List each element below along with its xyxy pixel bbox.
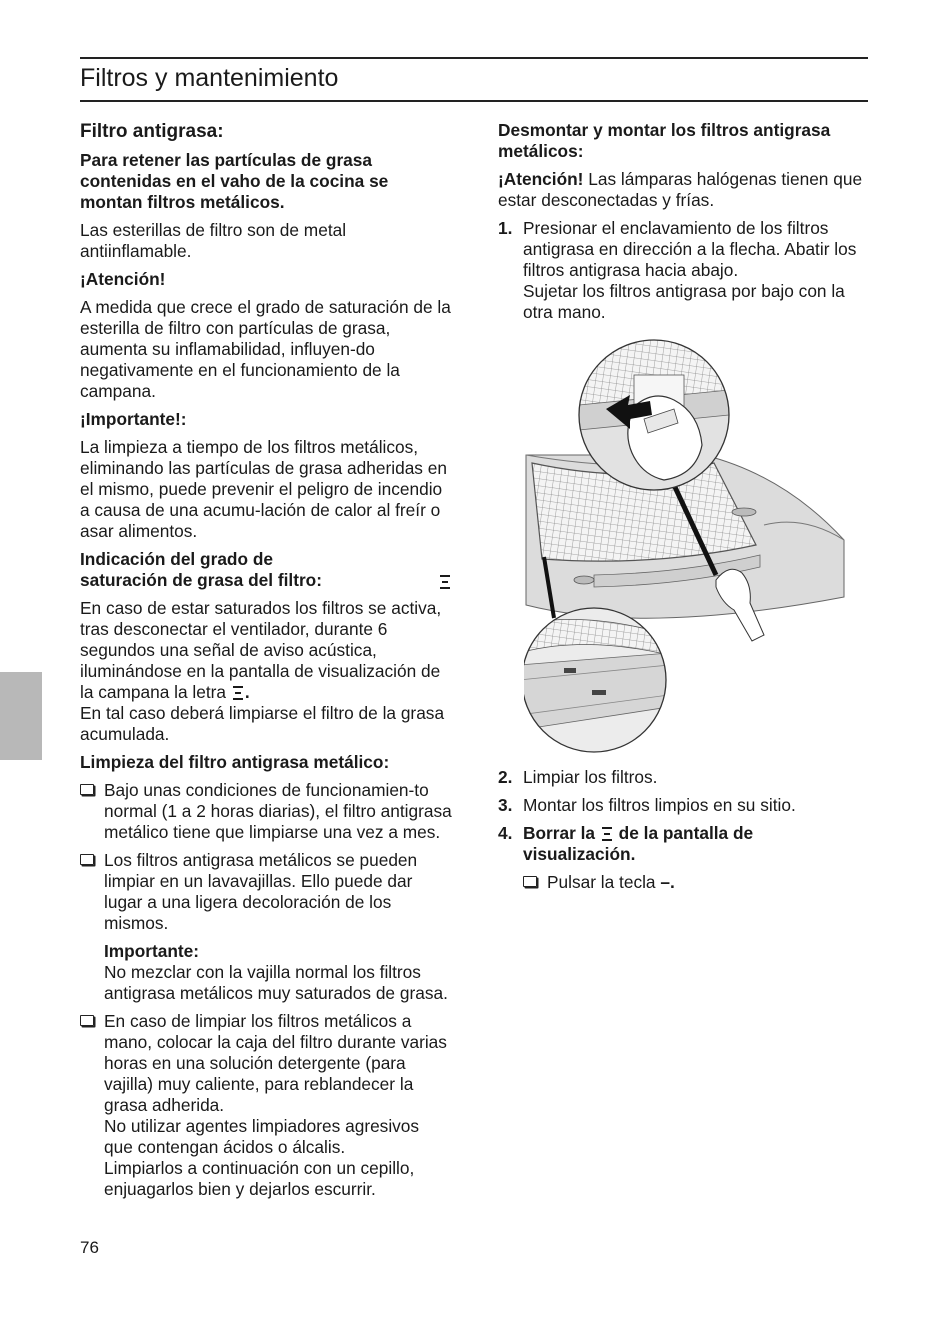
right-attention-text: Las lámparas halógenas tienen que estar desconectadas y frías.	[498, 169, 863, 210]
step-4-number: 4.	[498, 823, 513, 843]
bullet-2-important-text: No mezclar con la vajilla normal los filtros antigrasa metálicos muy saturados de grasa.	[104, 962, 448, 1003]
indicator-heading: Indicación del grado de saturación de grasa del filtro:	[80, 549, 322, 590]
bullet-3-text-b: No utilizar agentes limpiadores agresivos que contengan ácidos o álcalis.	[104, 1116, 420, 1157]
list-item	[80, 1011, 452, 1200]
saturation-symbol-icon	[602, 825, 612, 841]
indicator-text	[80, 598, 452, 703]
checkbox-bullet-icon	[80, 1015, 94, 1026]
indicator-text-1-end: .	[244, 682, 250, 702]
step-1-number: 1.	[498, 218, 513, 238]
list-item	[523, 872, 868, 893]
intro-text: Las esterillas de filtro son de metal antiinflamable.	[80, 220, 347, 261]
step-2	[498, 767, 868, 788]
step-4-sub-text: Pulsar la tecla	[547, 872, 656, 892]
step-4	[498, 823, 868, 900]
saturation-symbol-icon	[440, 573, 450, 589]
hood-filter-drawing	[524, 335, 866, 755]
page-title: Filtros y mantenimiento	[80, 64, 339, 92]
important-label: ¡Importante!:	[80, 409, 187, 429]
remove-filters-heading: Desmontar y montar los filtros antigrasa metálicos:	[498, 120, 831, 161]
list-item	[80, 850, 452, 1004]
step-3-text: Montar los filtros limpios en su sitio.	[523, 795, 796, 815]
checkbox-bullet-icon	[523, 876, 537, 887]
checkbox-bullet-icon	[80, 784, 94, 795]
right-attention	[498, 169, 868, 211]
step-4-text-b: de la pantalla de visualización.	[523, 823, 754, 864]
step-1-text-a: Presionar el enclavamiento de los filtros antigrasa en dirección a la flecha. Abatir los filtros antigrasa hacia abajo.	[523, 218, 857, 280]
bullet-3-text-c: Limpiarlos a continuación con un cepillo, enjuagarlos bien y dejarlos escurrir.	[104, 1158, 415, 1199]
bullet-1-text: Bajo unas condiciones de funcionamien-to normal (1 a 2 horas diarias), el filtro antigrasa metálico tiene que limpiarse una vez a mes.	[104, 780, 452, 842]
important-text: La limpieza a tiempo de los filtros metálicos, eliminando las partículas de grasa adheridas en el mismo, puede prevenir el peligro de incendio a causa de una acumu-lación de calor al freír o asar alimentos.	[80, 437, 447, 541]
indicator-text-1: En caso de estar saturados los filtros se activa, tras desconectar el ventilador, durante 6 segundos una señal de aviso acústica, iluminándose en la pantalla de visualización de la campana la letra	[80, 598, 442, 702]
right-column	[498, 120, 868, 907]
minus-key-label: –.	[660, 872, 675, 892]
section-tab-marker	[0, 672, 42, 760]
step-3-number: 3.	[498, 795, 513, 815]
checkbox-bullet-icon	[80, 854, 94, 865]
intro-bold-text: Para retener las partículas de grasa contenidas en el vaho de la cocina se montan filtros metálicos.	[80, 150, 389, 212]
header-rule-bottom	[80, 100, 868, 102]
step-2-number: 2.	[498, 767, 513, 787]
saturation-symbol-icon	[233, 684, 243, 700]
header-rule-top	[80, 57, 868, 59]
step-1	[498, 218, 868, 323]
step-1-text-b: Sujetar los filtros antigrasa por bajo con la otra mano.	[523, 281, 845, 322]
step-3	[498, 795, 868, 816]
attention-text: A medida que crece el grado de saturación de la esterilla de filtro con partículas de grasa, aumenta su inflamabilidad, influyen-do negativamente en el funcionamiento de la campana.	[80, 297, 451, 401]
indicator-text-2: En tal caso deberá limpiarse el filtro de la grasa acumulada.	[80, 703, 445, 744]
attention-label: ¡Atención!	[80, 269, 166, 289]
right-attention-label: ¡Atención!	[498, 169, 584, 189]
list-item	[80, 780, 452, 843]
bullet-2-text: Los filtros antigrasa metálicos se pueden limpiar en un lavavajillas. Ello puede dar lugar a una ligera decoloración de los mismos.	[104, 850, 418, 933]
filter-heading: Filtro antigrasa:	[80, 121, 224, 142]
bullet-3-text-a: En caso de limpiar los filtros metálicos a mano, colocar la caja del filtro durante varias horas en una solución detergente (para vajilla) muy caliente, para reblandecer la grasa adherida.	[104, 1011, 447, 1115]
page-number: 76	[80, 1238, 99, 1257]
step-4-text-a: Borrar la	[523, 823, 596, 843]
bullet-2-important-label: Importante:	[104, 941, 200, 961]
left-column	[80, 120, 452, 1207]
indicator-heading-row	[80, 549, 452, 591]
step-2-text: Limpiar los filtros.	[523, 767, 658, 787]
filter-removal-illustration	[524, 335, 866, 755]
cleaning-heading: Limpieza del filtro antigrasa metálico:	[80, 752, 390, 772]
